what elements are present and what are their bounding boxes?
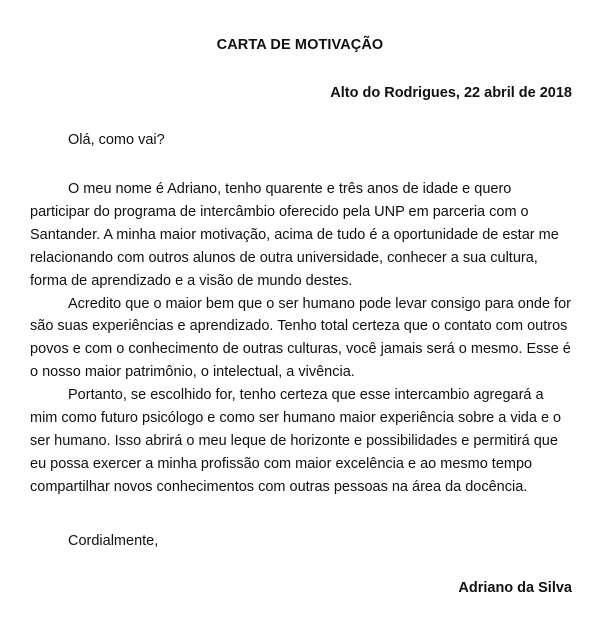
paragraph-line: são suas experiências e aprendizado. Tenho total certeza que o contato com outros <box>30 318 568 335</box>
paragraph-line: participar do programa de intercâmbio oferecido pela UNP em parceria com o <box>30 203 529 220</box>
paragraph-line: O meu nome é Adriano, tenho quarente e três anos de idade e quero <box>68 181 512 197</box>
closing: Cordialmente, <box>68 533 159 549</box>
letter-title: CARTA DE MOTIVAÇÃO <box>216 37 384 53</box>
paragraph-line: Acredito que o maior bem que o ser humano pode levar consigo para onde for <box>68 295 571 312</box>
paragraph-line: povos e com o conhecimento de outras culturas, você jamais será o mesmo. Esse é <box>30 341 571 358</box>
paragraph-line: relacionando com outros alunos de outra universidade, conhecer a sua cultura, <box>30 249 538 266</box>
paragraph-line: forma de aprendizado e a visão de mundo destes. <box>30 272 353 289</box>
paragraph-1 <box>30 178 575 293</box>
paragraph-line: o nosso maior patrimônio, o intelectual, a vivência. <box>30 364 355 381</box>
paragraph-line: compartilhar novos conhecimentos com outras pessoas na área da docência. <box>30 478 528 495</box>
signature: Adriano da Silva <box>458 580 572 596</box>
place-and-date: Alto do Rodrigues, 22 abril de 2018 <box>330 85 572 101</box>
letter-body <box>30 178 575 499</box>
paragraph-2 <box>30 293 575 385</box>
paragraph-line: Portanto, se escolhido for, tenho certeza que esse intercambio agregará a <box>68 387 544 404</box>
greeting: Olá, como vai? <box>68 132 165 148</box>
paragraph-line: ser humano. Isso abrirá o meu leque de horizonte e possibilidades e permitirá que <box>30 432 558 449</box>
paragraph-3 <box>30 384 575 499</box>
paragraph-line: mim como futuro psicólogo e como ser humano maior experiência sobre a vida e o <box>30 410 562 427</box>
paragraph-line: Santander. A minha maior motivação, acima de tudo é a oportunidade de estar me <box>30 226 559 243</box>
paragraph-line: eu possa exercer a minha profissão com maior excelência e ao mesmo tempo <box>30 455 533 472</box>
